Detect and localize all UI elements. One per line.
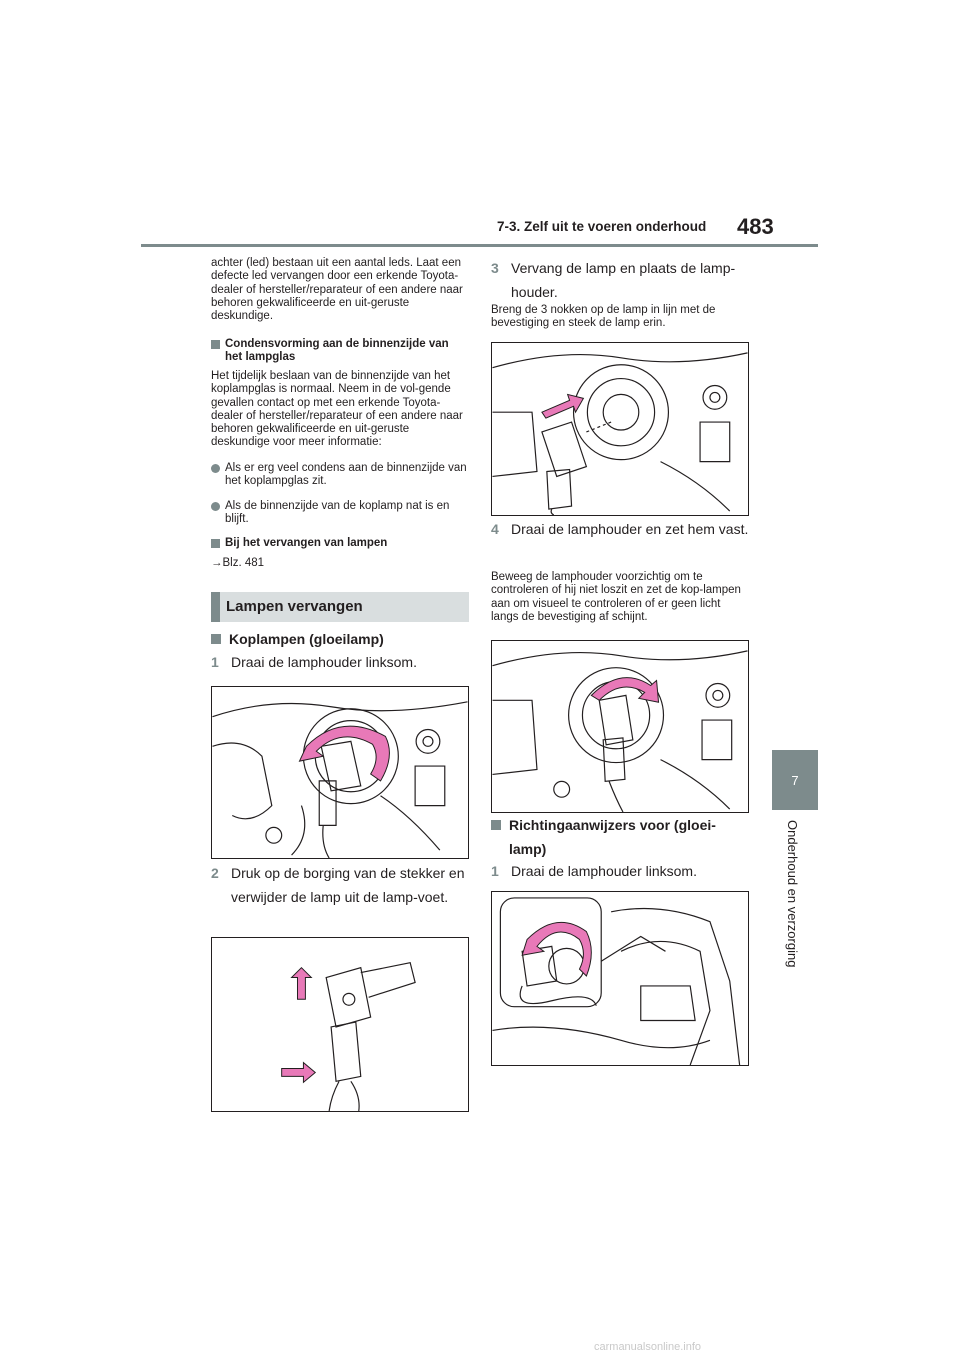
square-bullet-icon bbox=[211, 634, 221, 644]
step-4 bbox=[491, 517, 749, 541]
round-bullet-icon bbox=[211, 502, 220, 511]
step-4-note: Beweeg de lamphouder voorzichtig om te controleren of hij niet loszit en zet de kop-lampen aan om visueel te controleren of er geen licht langs de bevestiging af schijnt. bbox=[491, 571, 741, 623]
figure-turn-holder-counterclockwise bbox=[211, 686, 469, 859]
bullet-item: Als de binnenzijde van de koplamp nat is en blijft. bbox=[211, 500, 469, 527]
turn-step-1 bbox=[491, 859, 749, 883]
figure-turn-signal-holder bbox=[491, 891, 749, 1066]
round-bullet-icon bbox=[211, 464, 220, 473]
figure-turn-holder-clockwise bbox=[491, 640, 749, 813]
square-bullet-icon bbox=[491, 820, 501, 830]
headlamp-heading-row: Koplampen (gloeilamp) bbox=[211, 627, 469, 651]
figure-insert-bulb bbox=[491, 342, 749, 516]
chapter-label: Onderhoud en verzorging bbox=[785, 820, 800, 968]
chapter-number: 7 bbox=[791, 772, 799, 788]
step-text: Vervang de lamp en plaats de lamp-houder. bbox=[511, 260, 736, 300]
step-3 bbox=[491, 256, 749, 304]
square-bullet-icon bbox=[211, 340, 220, 349]
step-text: Druk op de borging van de stekker en verwijder de lamp uit de lamp-voet. bbox=[231, 865, 465, 905]
watermark: carmanualsonline.info bbox=[594, 1341, 702, 1353]
intro-paragraph: achter (led) bestaan uit een aantal leds. Laat een defecte led vervangen door een erkende Toyota-dealer of hersteller/reparateur of een andere naar behoren gekwalificeerde en uit-geruste deskundige. bbox=[211, 257, 463, 323]
headlamp-illustration bbox=[212, 687, 468, 858]
step-text: Draai de lamphouder en zet hem vast. bbox=[511, 521, 749, 537]
bulb-illustration bbox=[212, 938, 468, 1111]
step-1 bbox=[211, 650, 469, 674]
step-number: 2 bbox=[211, 865, 219, 881]
replacing-heading-row: Bij het vervangen van lampen bbox=[211, 537, 469, 550]
section-title: Lampen vervangen bbox=[211, 592, 469, 622]
condensation-section bbox=[211, 338, 469, 365]
headlamp-illustration bbox=[492, 343, 748, 515]
step-text: Draai de lamphouder linksom. bbox=[511, 863, 697, 879]
condensation-paragraph: Het tijdelijk beslaan van de binnenzijde van het koplampglas is normaal. Neem in de vol-gende gevallen contact op met een erkende Toyota-dealer of hersteller/reparateur of een andere naar behoren gekwalificeerde en uit-geruste deskundige voor meer informatie: bbox=[211, 370, 463, 449]
bullet-item: Als er erg veel condens aan de binnenzijde van het koplampglas zit. bbox=[211, 462, 469, 489]
step-3-note: Breng de 3 nokken op de lamp in lijn met de bevestiging en steek de lamp erin. bbox=[491, 304, 716, 330]
header-divider bbox=[141, 244, 818, 247]
header-section-title: 7-3. Zelf uit te voeren onderhoud bbox=[497, 219, 707, 234]
square-bullet-icon bbox=[211, 539, 220, 548]
turn-signal-illustration bbox=[492, 892, 748, 1065]
page-reference-link[interactable]: →Blz. 481 bbox=[211, 557, 265, 569]
step-number: 1 bbox=[491, 863, 499, 879]
turn-signal-heading-row: Richtingaanwijzers voor (gloei-lamp) bbox=[491, 813, 749, 861]
figure-remove-bulb bbox=[211, 937, 469, 1112]
headlamp-illustration bbox=[492, 641, 748, 812]
step-number: 4 bbox=[491, 521, 499, 537]
condensation-heading: Condensvorming aan de binnenzijde van het lampglas bbox=[211, 338, 469, 365]
chapter-tab[interactable] bbox=[772, 750, 818, 810]
page-number: 483 bbox=[737, 214, 774, 239]
step-number: 3 bbox=[491, 260, 499, 276]
step-2 bbox=[211, 861, 469, 909]
step-number: 1 bbox=[211, 654, 219, 670]
step-text: Draai de lamphouder linksom. bbox=[231, 654, 417, 670]
